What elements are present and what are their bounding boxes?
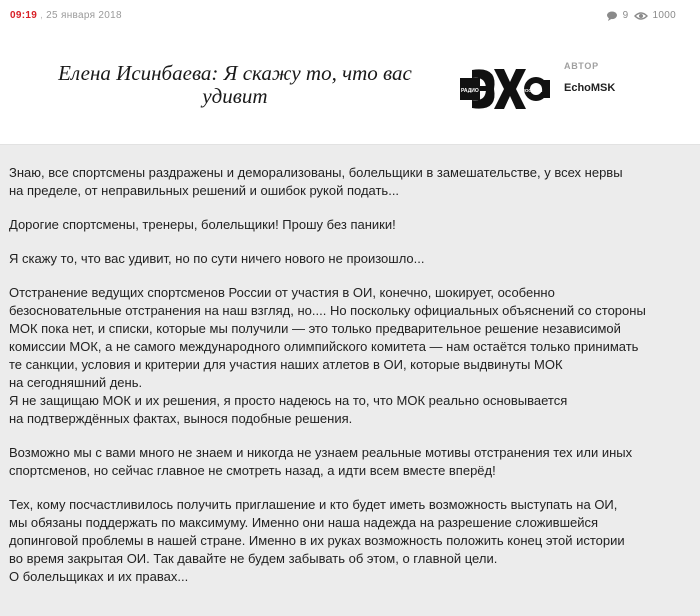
echo-moskvy-logo-graphic — [458, 66, 550, 112]
article-paragraph: Возможно мы с вами много не знаем и никогда не узнаем реальные мотивы отстранения тех или иных спортсменов, но сейчас главное не смотреть назад, а идти всем вместе вперёд! — [9, 445, 633, 478]
article-paragraph: Дорогие спортсмены, тренеры, болельщики! Прошу без паники! — [9, 217, 396, 232]
eye-icon — [634, 11, 648, 21]
comment-icon[interactable] — [606, 11, 618, 21]
views-count: 1000 — [652, 10, 676, 21]
author-name-link[interactable]: EchoMSK — [564, 82, 616, 94]
article-paragraph: Тех, кому посчастливилось получить приглашение и кто будет иметь возможность выступать на ОИ, мы обязаны поддержать по максимуму. Именно они наша надежда на разрешение сложившейся допинговой проблемы в нашей стране. Именно в их руках возможность положить конец этой истории во время закрытая ОИ. Так давайте не будем забывать об этом, о главной цели. О болельщиках и их правах... — [9, 497, 625, 584]
article-meta — [10, 9, 690, 23]
meta-separator: , — [40, 10, 44, 21]
comments-count[interactable]: 9 — [622, 10, 629, 21]
logo-left-text: РАДИО — [461, 88, 479, 94]
article-paragraph: Отстранение ведущих спортсменов России от участия в ОИ, конечно, шокирует, особенно безосновательные отстранения на наш взгляд, но.... Но поскольку официальных объяснений со стороны МОК пока нет, и списки, которые мы получили — это только предварительное решение независимой комиссии МОК, а не самого международного олимпийского комитета — нам остаётся только принимать те санкции, условия и критерии для участия наших атлетов в ОИ, которые выдвинуты МОК на сегодняшний день. Я не защищаю МОК и их решения, я просто надеюсь на то, что МОК реально основывается на подтверждённых фактах, вынося подобные решения. — [9, 285, 646, 426]
echo-moskvy-logo[interactable] — [458, 66, 550, 112]
author-label: АВТОР — [564, 61, 599, 71]
publish-date: 25 января 2018 — [46, 10, 122, 21]
article-title: Елена Исинбаева: Я скажу то, что вас удивит — [58, 61, 412, 108]
article-paragraph: Я скажу то, что вас удивит, но по сути ничего нового не произошло... — [9, 251, 425, 266]
logo-right-text: МОСКВЫ — [521, 88, 543, 93]
article-header — [0, 0, 700, 145]
article-paragraph: Знаю, все спортсмены раздражены и деморализованы, болельщики в замешательстве, у всех нервы на пределе, от неправильных решений и ошибок рукой подать... — [9, 165, 623, 198]
article-body — [9, 164, 691, 602]
article-stats — [606, 9, 676, 23]
publish-time: 09:19 — [10, 10, 38, 21]
